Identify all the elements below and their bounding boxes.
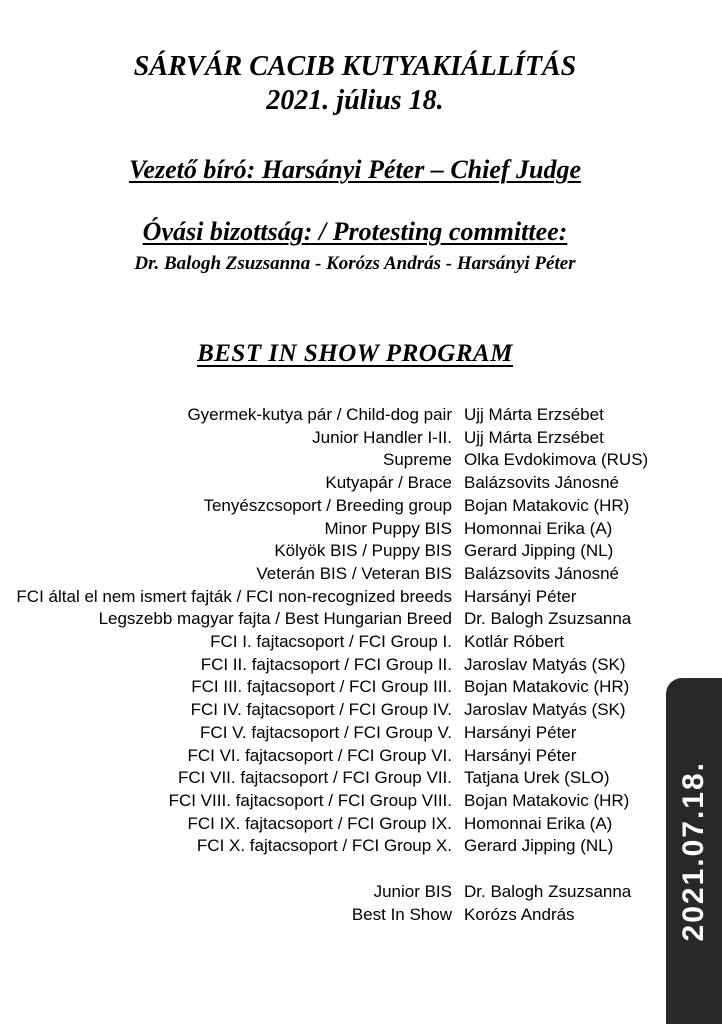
category-cell: Gyermek-kutya pár / Child-dog pair bbox=[187, 405, 452, 424]
table-row bbox=[0, 813, 710, 836]
category-cell: FCI V. fajtacsoport / FCI Group V. bbox=[200, 722, 452, 742]
judge-cell: Dr. Balogh Zsuzsanna bbox=[464, 609, 632, 629]
category-cell: FCI által el nem ismert fajták / FCI non-recognized breeds bbox=[16, 586, 452, 606]
category-cell: Kutyapár / Brace bbox=[325, 473, 452, 493]
protesting-committee-members: Dr. Balogh Zsuzsanna - Korózs András - Harsányi Péter bbox=[134, 253, 576, 274]
category-cell: FCI III. fajtacsoport / FCI Group III. bbox=[191, 677, 452, 697]
page-title bbox=[0, 50, 710, 118]
judge-cell: Jaroslav Matyás (SK) bbox=[464, 654, 626, 674]
table-row bbox=[0, 449, 710, 472]
program-final-rows bbox=[0, 881, 710, 926]
judge-cell: Balázsovits Jánosné bbox=[464, 473, 619, 493]
judge-cell: Ujj Márta Erzsébet bbox=[464, 405, 604, 424]
chief-judge-heading: Vezető bíró: Harsányi Péter – Chief Judge bbox=[128, 155, 582, 184]
judge-cell: Dr. Balogh Zsuzsanna bbox=[464, 882, 632, 902]
judge-cell: Korózs András bbox=[464, 904, 575, 924]
category-cell: Kölyök BIS / Puppy BIS bbox=[274, 541, 452, 561]
table-row bbox=[0, 608, 710, 631]
table-row bbox=[0, 767, 710, 790]
category-cell: FCI IX. fajtacsoport / FCI Group IX. bbox=[187, 813, 452, 833]
category-cell: FCI X. fajtacsoport / FCI Group X. bbox=[196, 836, 452, 856]
judge-cell: Homonnai Erika (A) bbox=[464, 518, 613, 538]
program-table bbox=[0, 404, 710, 926]
category-cell: FCI VI. fajtacsoport / FCI Group VI. bbox=[187, 745, 452, 765]
category-cell: Minor Puppy BIS bbox=[324, 518, 452, 538]
table-row bbox=[0, 722, 710, 745]
table-row bbox=[0, 904, 710, 927]
judge-cell: Bojan Matakovic (HR) bbox=[464, 790, 630, 810]
judge-cell: Ujj Márta Erzsébet bbox=[464, 427, 604, 447]
category-cell: FCI I. fajtacsoport / FCI Group I. bbox=[210, 632, 452, 652]
table-row bbox=[0, 881, 710, 904]
table-row bbox=[0, 495, 710, 518]
table-row bbox=[0, 540, 710, 563]
program-main-rows bbox=[0, 404, 710, 858]
category-cell: Best In Show bbox=[351, 904, 452, 924]
table-row bbox=[0, 835, 710, 858]
date-banner-label: 2021.07.18. bbox=[677, 760, 710, 942]
category-cell: Veterán BIS / Veteran BIS bbox=[256, 563, 452, 583]
judge-cell: Bojan Matakovic (HR) bbox=[464, 677, 630, 697]
judge-cell: Gerard Jipping (NL) bbox=[464, 541, 614, 561]
program-heading: BEST IN SHOW PROGRAM bbox=[197, 340, 513, 367]
protesting-committee-heading: Óvási bizottság: / Protesting committee: bbox=[142, 217, 568, 246]
category-cell: FCI II. fajtacsoport / FCI Group II. bbox=[200, 654, 452, 674]
table-row bbox=[0, 472, 710, 495]
category-cell: Supreme bbox=[383, 450, 452, 470]
category-cell: Tenyészcsoport / Breeding group bbox=[203, 495, 452, 515]
category-cell: FCI IV. fajtacsoport / FCI Group IV. bbox=[190, 700, 452, 720]
table-row bbox=[0, 745, 710, 768]
date-banner bbox=[666, 678, 722, 1024]
table-row bbox=[0, 699, 710, 722]
table-row bbox=[0, 790, 710, 813]
judge-cell: Harsányi Péter bbox=[464, 722, 577, 742]
judge-cell: Tatjana Urek (SLO) bbox=[464, 768, 610, 788]
table-row bbox=[0, 518, 710, 541]
judge-cell: Jaroslav Matyás (SK) bbox=[464, 700, 626, 720]
table-row bbox=[0, 427, 710, 450]
table-row bbox=[0, 676, 710, 699]
show-title: SÁRVÁR CACIB KUTYAKIÁLLÍTÁS bbox=[133, 51, 577, 82]
judge-cell: Bojan Matakovic (HR) bbox=[464, 495, 630, 515]
judge-cell: Kotlár Róbert bbox=[464, 632, 565, 652]
table-row bbox=[0, 654, 710, 677]
category-cell: Junior Handler I-II. bbox=[312, 427, 452, 447]
judge-cell: Harsányi Péter bbox=[464, 745, 577, 765]
table-row bbox=[0, 631, 710, 654]
table-row bbox=[0, 563, 710, 586]
judge-cell: Olka Evdokimova (RUS) bbox=[464, 450, 649, 470]
table-row bbox=[0, 586, 710, 609]
judge-cell: Harsányi Péter bbox=[464, 586, 577, 606]
category-cell: Legszebb magyar fajta / Best Hungarian Breed bbox=[98, 609, 452, 629]
judge-cell: Homonnai Erika (A) bbox=[464, 813, 613, 833]
category-cell: FCI VIII. fajtacsoport / FCI Group VIII. bbox=[168, 790, 452, 810]
table-row bbox=[0, 404, 710, 427]
category-cell: FCI VII. fajtacsoport / FCI Group VII. bbox=[178, 768, 452, 788]
judge-cell: Balázsovits Jánosné bbox=[464, 563, 619, 583]
show-date: 2021. július 18. bbox=[266, 85, 444, 116]
category-cell: Junior BIS bbox=[373, 882, 452, 902]
judge-cell: Gerard Jipping (NL) bbox=[464, 836, 614, 856]
